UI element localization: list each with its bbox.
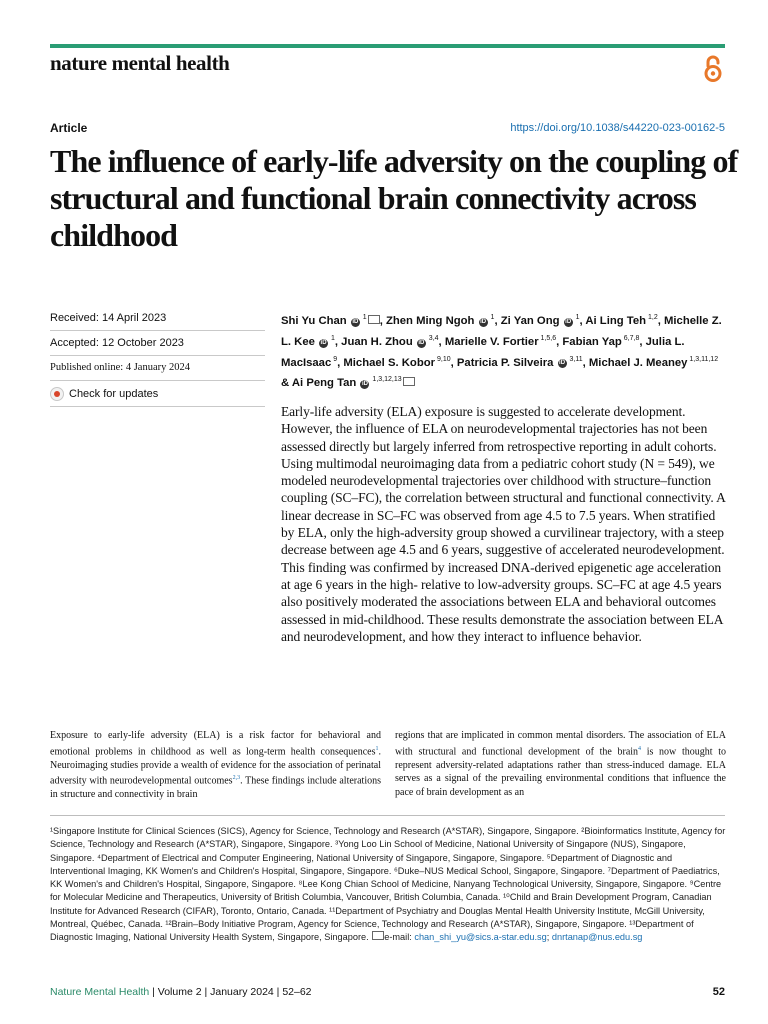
email-link[interactable]: chan_shi_yu@sics.a-star.edu.sg [414, 932, 547, 943]
affiliation-ref: 1 [573, 314, 580, 321]
affiliation-ref: 1,5,6 [538, 334, 557, 342]
divider [50, 330, 265, 331]
orcid-icon[interactable]: iD [565, 318, 572, 325]
orcid-icon[interactable]: iD [352, 318, 359, 325]
affiliation-ref: 1 [360, 314, 367, 321]
doi-link[interactable]: https://doi.org/10.1038/s44220-023-00162-5 [510, 122, 725, 134]
affiliation-ref: 3,4 [426, 334, 439, 342]
author-name[interactable]: Ai Peng Tan [291, 377, 357, 390]
affiliation-ref: 3,11 [567, 355, 583, 363]
author-name[interactable]: Michelle Z. L. Kee [281, 314, 722, 348]
email-icon[interactable] [368, 315, 380, 324]
email-link[interactable]: dnrtanap@nus.edu.sg [551, 932, 643, 943]
email-icon[interactable] [403, 377, 415, 386]
orcid-icon[interactable]: iD [320, 339, 327, 346]
author-name[interactable]: Julia L. MacIsaac [281, 335, 685, 369]
accepted-date: Accepted: 12 October 2023 [50, 337, 184, 349]
orcid-icon[interactable]: iD [418, 339, 425, 346]
affiliation-ref: 1,2 [646, 314, 658, 321]
footnote-divider [50, 815, 725, 816]
check-for-updates-button[interactable] [50, 387, 265, 401]
open-access-icon[interactable] [701, 54, 725, 84]
footer-citation [50, 986, 312, 998]
affiliation-ref: 1 [329, 334, 335, 342]
affiliation-ref: 6,7,8 [621, 334, 640, 342]
header-accent-bar [50, 44, 725, 48]
author-name[interactable]: Michael J. Meaney [588, 356, 688, 369]
footer-volume: | Volume 2 | January 2024 | 52–62 [149, 986, 312, 998]
published-date: Published online: 4 January 2024 [50, 362, 190, 373]
body-text: . Neuroimaging studies provide a wealth of evidence for the association of perinatal adversity with neurodevelopmental outcomes [50, 745, 381, 787]
author-name[interactable]: Juan H. Zhou [341, 335, 413, 348]
author-name[interactable]: Ai Ling Teh [585, 314, 647, 327]
body-column-2 [395, 729, 726, 799]
body-text: is now thought to represent adversity-related adaptations rather than stress-induced damage. ELA serves as a signal of the prevailing environmental conditions that influence the pace of brain development as an [395, 745, 726, 798]
check-for-updates-label: Check for updates [69, 388, 159, 400]
affiliation-ref: 1 [488, 314, 495, 321]
affiliations: ¹Singapore Institute for Clinical Sciences (SICS), Agency for Science, Technology and Research (A*STAR), Singapore, Singapore. ²Bioinformatics Institute, Agency for Science, Technology and Research (A*STAR), Singapore, Singapore. ³Yong Loo Lin School of Medicine, National University of Singapore (NUS), Singapore, Singapore. ⁴Department of Electrical and Computer Engineering, National University of Singapore, Singapore, Singapore. ⁵Department of Diagnostic and Interventional Imaging, KK Women's and Children's Hospital, Singapore, Singapore. ⁶Duke–NUS Medical School, Singapore, Singapore. ⁷Department of Paediatrics, KK Women's and Children's Hospital, Singapore, Singapore. ⁸Lee Kong Chian School of Medicine, Nanyang Technological University, Singapore, Singapore. ⁹Centre for Molecular Medicine and Therapeutics, University of British Columbia, Vancouver, British Columbia, Canada. ¹⁰Child and Brain Development Program, Canadian Institute for Advanced Research (CIFAR), Toronto, Ontario, Canada. ¹¹Department of Psychiatry and Douglas Mental Health University Institute, McGill University, Montreal, Québec, Canada. ¹²Brain–Body Initiative Program, Agency for Science, Technology and Research (A*STAR), Singapore, Singapore. ¹³Department of Diagnostic Imaging, National University Health System, Singapore, Singapore. e-mail: chan_shi_yu@sics.a-star.edu.sg; dnrtanap@nus.edu.sg [50, 826, 726, 943]
crossmark-icon [50, 387, 64, 401]
author-name[interactable]: Shi Yu Chan [281, 314, 347, 327]
author-name[interactable]: Zhen Ming Ngoh [385, 314, 475, 327]
author-name[interactable]: Marielle V. Fortier [444, 335, 539, 348]
affiliation-ref: 9 [331, 355, 338, 363]
body-text: Exposure to early-life adversity (ELA) is a risk factor for behavioral and emotional problems in childhood as well as long-term health consequences [50, 730, 381, 757]
abstract: Early-life adversity (ELA) exposure is suggested to accelerate development. However, the influence of ELA on neurodevelopmental trajectories has not been assessed directly but largely inferred from retrospective reporting in adult cohorts. Using multimodal neuroimaging data from a pediatric cohort study (N = 549), we modeled neurodevelopmental trajectories over childhood with structure–function coupling (SC–FC), the correlation between structural and functional connectivity. A linear decrease in SC–FC was observed from age 4.5 to 7.5 years. When stratified by ELA, only the high-adversity group showed a curvilinear trajectory, with a steep decrease between age 4.5 and 6 years, suggestive of accelerated neurodevelopment. This finding was confirmed by increased DNA-derived epigenetic age acceleration at age 6 years in the high- relative to low-adversity groups. SC–FC at age 4.5 years also positively moderated the associations between ELA and behavioral outcomes assessed in mid-childhood. These results demonstrate the association between ELA and neurodevelopment, and how they interact to influence behavior. [281, 404, 726, 644]
author-name[interactable]: Michael S. Kobor [343, 356, 436, 369]
author-name[interactable]: Fabian Yap [562, 335, 622, 348]
reference-link[interactable]: 1 [375, 745, 379, 752]
author-list: Shi Yu Chan iD $^1$ , Zhen Ming Ngoh iD $^1$, Zi Yan Ong iD $^1$, Ai Ling Teh $^{1,2}$, Michelle Z. L. Kee iD $^1$, Juan H. Zhou iD $^{3,4}$, Marielle V. Fortier $^{1,5,6}$, Fabian Yap $^{6,7,8}$, Julia L. MacIsaac $^9$, Michael S. Kobor $^{9,10}$, Patricia P. Silveira iD $^{3,11}$, Michael J. Meaney $^{1,3,11,12}$ & Ai Peng Tan iD $^{1,3,12,13}$ [281, 314, 722, 390]
orcid-icon[interactable]: iD [361, 381, 368, 388]
reference-link[interactable]: 2,3 [232, 775, 241, 782]
divider [50, 355, 265, 356]
received-date: Received: 14 April 2023 [50, 312, 167, 324]
email-icon [372, 931, 384, 940]
body-column-1 [50, 729, 381, 802]
journal-name: nature mental health [50, 51, 230, 75]
footer-journal: Nature Mental Health [50, 986, 150, 998]
body-text: regions that are implicated in common mental disorders. The association of ELA with structural and functional development of the brain [395, 730, 726, 757]
divider [50, 380, 265, 381]
affiliation-ref: 1,3,12,13 [370, 376, 402, 384]
affiliation-ref: 1,3,11,12 [687, 355, 719, 363]
author-name[interactable]: Zi Yan Ong [500, 314, 560, 327]
author-name[interactable]: Patricia P. Silveira [456, 356, 554, 369]
page-number: 52 [712, 986, 725, 998]
affiliation-ref: 9,10 [435, 355, 451, 363]
affiliations-text: ¹Singapore Institute for Clinical Sciences (SICS), Agency for Science, Technology and Research (A*STAR), Singapore, Singapore. ²Bioinformatics Institute, Agency for Science, Technology and Research (A*STAR), Singapore, Singapore. ³Yong Loo Lin School of Medicine, National University of Singapore (NUS), Singapore, Singapore. ⁴Department of Electrical and Computer Engineering, National University of Singapore, Singapore, Singapore. ⁵Department of Diagnostic and Interventional Imaging, KK Women's and Children's Hospital, Singapore, Singapore. ⁶Duke–NUS Medical School, Singapore, Singapore. ⁷Department of Paediatrics, KK Women's and Children's Hospital, Singapore, Singapore. ⁸Lee Kong Chian School of Medicine, Nanyang Technological University, Singapore, Singapore. ⁹Centre for Molecular Medicine and Therapeutics, University of British Columbia, Vancouver, British Columbia, Canada. ¹⁰Child and Brain Development Program, Canadian Institute for Advanced Research (CIFAR), Toronto, Ontario, Canada. ¹¹Department of Psychiatry and Douglas Mental Health University Institute, McGill University, Montreal, Québec, Canada. ¹²Brain–Body Initiative Program, Agency for Science, Technology and Research (A*STAR), Singapore, Singapore. ¹³Department of Diagnostic Imaging, National University Health System, Singapore, Singapore. [50, 826, 726, 943]
divider [50, 406, 265, 407]
reference-link[interactable]: 4 [638, 745, 642, 752]
orcid-icon[interactable]: iD [559, 360, 566, 367]
orcid-icon[interactable]: iD [480, 318, 487, 325]
body-text: . These findings include alterations in structure and connectivity in brain [50, 775, 381, 801]
article-type: Article [50, 121, 88, 135]
article-title: The influence of early-life adversity on the coupling of structural and functional brain connectivity across childhood [50, 143, 738, 253]
email-prefix: e-mail: [384, 932, 415, 943]
